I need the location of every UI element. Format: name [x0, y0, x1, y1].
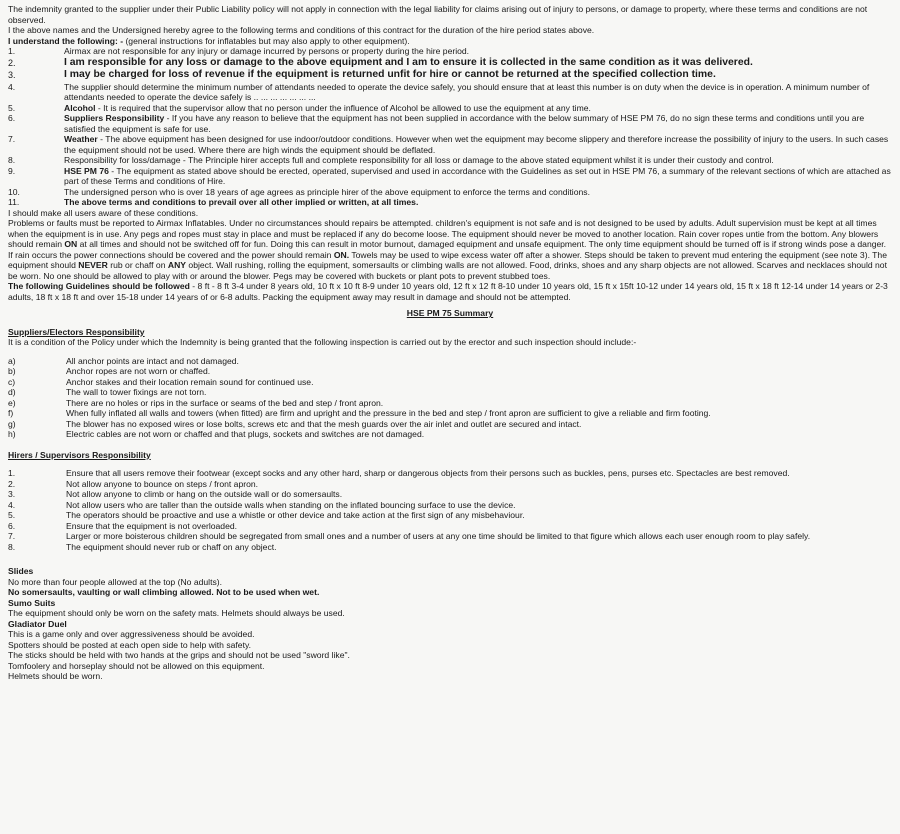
gladiator-line: The sticks should be held with two hands at the grips and should not be used "sword like". [8, 650, 350, 661]
agreement-paragraph: I the above names and the Undersigned hereby agree to the following terms and conditions of this contract for the duration of the hire period states above. [8, 25, 595, 35]
gladiator-line: This is a game only and over aggressiveness should be avoided. [8, 629, 255, 640]
list-item: 2. I am responsible for any loss or damage to the above equipment and I am to ensure it is collected in the same condition as it was delivered. [8, 56, 753, 68]
sumo-heading: Sumo Suits [8, 597, 56, 608]
list-item: 3. Not allow anyone to climb or hang on the outside wall or do somersaults. [8, 489, 343, 500]
summary-title: HSE PM 75 Summary [406, 308, 494, 319]
list-item: 6. Ensure that the equipment is not overloaded. [8, 520, 238, 531]
list-item: e) There are no holes or rips in the surface or seams of the bed and step / front apron. [8, 397, 384, 408]
list-item: 11. The above terms and conditions to prevail over all other implied or written, at all times. [8, 197, 419, 208]
list-item: a) All anchor points are intact and not damaged. [8, 355, 239, 366]
gladiator-line: Helmets should be worn. [8, 671, 103, 682]
list-item: 4. The supplier should determine the minimum number of attendants needed to operate the device safely, you should ensure that at least this number is on duty when the device is in operation. A minimum number of attendants needed to operate the device safely is .. ... ... ... ... ... ... [8, 81, 870, 103]
list-item: 2. Not allow anyone to bounce on steps / front apron. [8, 478, 259, 489]
conditions-list [8, 46, 892, 208]
hirers-list [8, 468, 892, 552]
list-item: 5. Alcohol - It is required that the supervisor allow that no person under the influence of Alcohol be allowed to use the equipment at any time. [8, 102, 591, 113]
list-item: g) The blower has no exposed wires or lose bolts, screws etc and that the mesh guards over the air inlet and outlet are secured and intact. [8, 418, 582, 429]
list-item: c) Anchor stakes and their location remain sound for continued use. [8, 376, 314, 387]
list-item: b) Anchor ropes are not worn or chaffed. [8, 366, 211, 377]
gladiator-heading: Gladiator Duel [8, 618, 67, 629]
slides-line: No somersaults, vaulting or wall climbing allowed. Not to be used when wet. [8, 587, 320, 598]
guidelines-paragraph: The following Guidelines should be followed - 8 ft - 8 ft 3-4 under 8 years old, 10 ft x 10 ft 8-9 under 10 years old, 12 ft x 12 ft 8-10 under 10 years old, 15 ft x 15ft 10-12 under 14 years old, 15 ft x 18 ft 12-14 under 14 years or 2-3 adults, 18 ft x 18 ft and over 15-18 under 14 years of or 6-8 adults. Packing the equipment away may result in damage and should not be attempted. [8, 281, 888, 302]
indemnity-paragraph: The indemnity granted to the supplier under their Public Liability policy will not apply in connection with the legal liability for claims arising out of injury to persons, or damage to property, where these terms and conditions are not observed. [8, 4, 868, 25]
suppliers-heading: Suppliers/Electors Responsibility [8, 326, 145, 337]
sumo-line: The equipment should only be worn on the safety mats. Helmets should always be used. [8, 608, 345, 619]
list-item: 3. I may be charged for loss of revenue if the equipment is returned unfit for hire or cannot be returned at the specified collection time. [8, 69, 716, 81]
list-item: 4. Not allow users who are taller than the outside walls when standing on the inflated bouncing surface to use the device. [8, 499, 516, 510]
list-item: 8. The equipment should never rub or chaff on any object. [8, 541, 277, 552]
slides-line: No more than four people allowed at the top (No adults). [8, 576, 223, 587]
gladiator-line: Tomfoolery and horseplay should not be allowed on this equipment. [8, 660, 265, 671]
list-item: 7. Larger or more boisterous children should be segregated from small ones and a number of users at any one time should be limited to that figure which allows each user enough room to play safely. [8, 531, 811, 542]
list-item: 9. HSE PM 76 - The equipment as stated above should be erected, operated, supervised and used in accordance with the Guidelines as set out in HSE PM 76, a summary of the relevant sections of which are attached as part of these Terms and conditions of Hire. [8, 165, 891, 187]
problems-paragraph: Problems or faults must be reported to Airmax Inflatables. Under no circumstances should repairs be attempted. children's equipment is not safe and is not designed to be used by adults. Adult supervision must be kept at all times when the equipment is in use. Any pegs and ropes must stay in place and must be replaced if any do become loose. The equipment should never be moved to another location. Rain cover ropes untie from the bottom. Any blowers should remain ON at all times and should not be switched off for fun. Doing this can result in motor burnout, damaged equipment and unsafe equipment. The only time equipment should be turned off is if strong winds pose a danger. If rain occurs the power connections should be covered and the power should remain ON. Towels may be used to wipe excess water off after a shower. Steps should be taken to prevent mud entering the equipment (see note 3). The equipment should NEVER rub or chaff on ANY object. Wall rushing, rolling the equipment, somersaults or climbing walls are not allowed. Food, drinks, shoes and any sharp objects are not allowed. Scarves and necklaces should not be worn. No one should be allowed to play with or around the blower. Pegs may be covered with buckets or plant pots to prevent stubbed toes. [8, 218, 887, 281]
list-item: f) When fully inflated all walls and towers (when fitted) are firm and upright and the pressure in the bed and step / front apron are sufficient to give a reliable and firm footing. [8, 408, 711, 419]
list-item: 10. The undersigned person who is over 18 years of age agrees as principle hirer of the above equipment to enforce the terms and conditions. [8, 186, 590, 197]
list-item: 6. Suppliers Responsibility - If you have any reason to believe that the equipment has not been supplied in accordance with the below summary of HSE PM 76, do no sign these terms and conditions until you are satisfied the equipment is safe for use. [8, 113, 865, 134]
hirers-heading: Hirers / Supervisors Responsibility [8, 449, 151, 460]
list-item: 8. Responsibility for loss/damage - The Principle hirer accepts full and complete responsibility for all loss or damage to the above stated equipment whilst it is under their custody and control. [8, 155, 774, 166]
list-item: 1. Ensure that all users remove their footwear (except socks and any other hard, sharp or dangerous objects from their persons such as buckles, pens, purses etc. Spectacles are best removed. [8, 468, 790, 479]
list-item: 5. The operators should be proactive and use a whistle or other device and take action at the first sign of any misbehaviour. [8, 510, 525, 521]
inspection-list [8, 356, 892, 440]
list-item: 1. Airmax are not responsible for any injury or damage incurred by persons or property during the hire period. [8, 46, 470, 56]
aware-line: I should make all users aware of these conditions. [8, 207, 199, 218]
list-item: 7. Weather - The above equipment has been designed for use indoor/outdoor conditions. However when wet the equipment may become slippery and therefore increase the possibility of injury to the users. In such cases the equipment should not be used. Where there are high winds the equipment should be deflated. [8, 134, 889, 155]
list-item: h) Electric cables are not worn or chaffed and that plugs, sockets and switches are not damaged. [8, 429, 425, 440]
suppliers-intro: It is a condition of the Policy under which the Indemnity is being granted that the following inspection is carried out by the erector and such inspection should include:- [8, 337, 637, 348]
gladiator-line: Spotters should be posted at each open side to help with safety. [8, 639, 252, 650]
slides-heading: Slides [8, 566, 34, 577]
list-item: d) The wall to tower fixings are not torn. [8, 387, 207, 398]
understand-heading: I understand the following: - (general instructions for inflatables but may also apply to other equipment). [8, 35, 410, 46]
